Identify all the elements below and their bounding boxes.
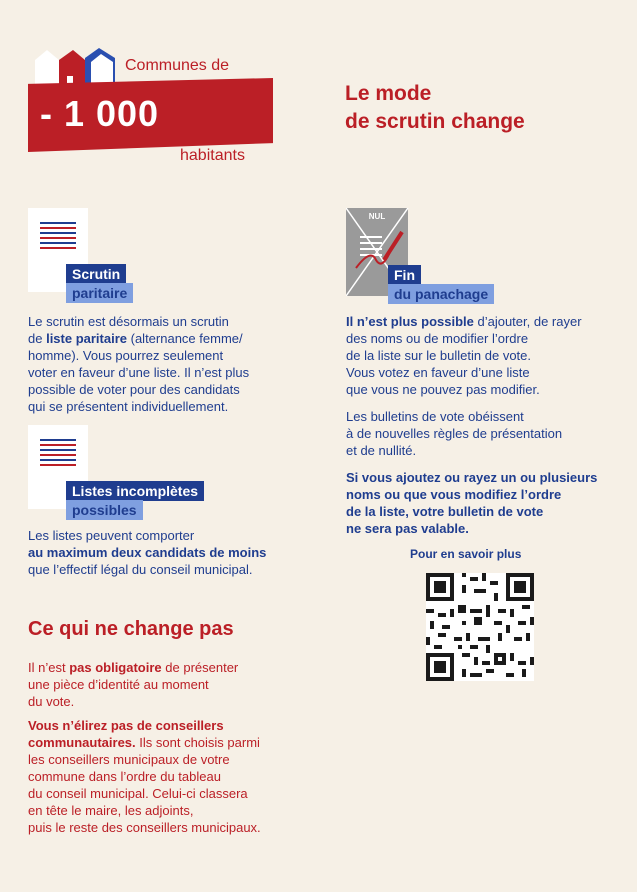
listes-label-2: possibles (66, 500, 143, 520)
panachage-paragraph: Il n’est plus possible d’ajouter, de rayer des noms ou de modifier l’ordre de la liste sur le bulletin de vote. Vous votez en faveur d’une liste que vous ne pouvez pas modifier. Les bulletins de vote obéissent à de nouvelles règles de présentation et de nullité. Si vous ajoutez ou rayez un ou plusieurs noms ou que vous modifiez l’ordre de la liste, votre bulletin de vote ne sera pas valable. (346, 314, 598, 536)
header-bottom-line: habitants (180, 147, 245, 164)
no-change-paragraph-1: Il n’est pas obligatoire de présenter une pièce d’identité au moment du vote. (28, 660, 239, 709)
more-info-title: Pour en savoir plus (410, 547, 522, 561)
panachage-label-2: du panachage (388, 284, 494, 304)
scrutin-paragraph: Le scrutin est désormais un scrutin de liste paritaire (alternance femme/ homme). Vous pourrez seulement voter en faveur d’une liste. Il n’est plus possible de voter pour des candidats qui se présentent individuellement. (28, 314, 250, 414)
header-number: - 1 000 (40, 93, 160, 134)
listes-paragraph: Les listes peuvent comporter au maximum deux candidats de moins que l’effectif légal du conseil municipal. (28, 528, 267, 577)
scrutin-label-2: paritaire (66, 283, 133, 303)
qr-code-icon[interactable] (426, 573, 534, 681)
listes-label-1: Listes incomplètes (66, 481, 204, 501)
no-change-heading: Ce qui ne change pas (28, 618, 234, 640)
panachage-label-1: Fin (388, 265, 421, 285)
page-title: Le mode de scrutin change (345, 82, 525, 133)
scrutin-label-1: Scrutin (66, 264, 126, 284)
no-change-paragraph-2: Vous n’élirez pas de conseillers communautaires. Ils sont choisis parmi les conseillers municipaux de votre commune dans l’ordre du tableau du conseil municipal. Celui-ci classera en tête le maire, les adjoints, puis le reste des conseillers municipaux. (28, 718, 261, 835)
header-top-line: Communes de (125, 57, 230, 74)
nul-label: NUL (368, 212, 386, 221)
